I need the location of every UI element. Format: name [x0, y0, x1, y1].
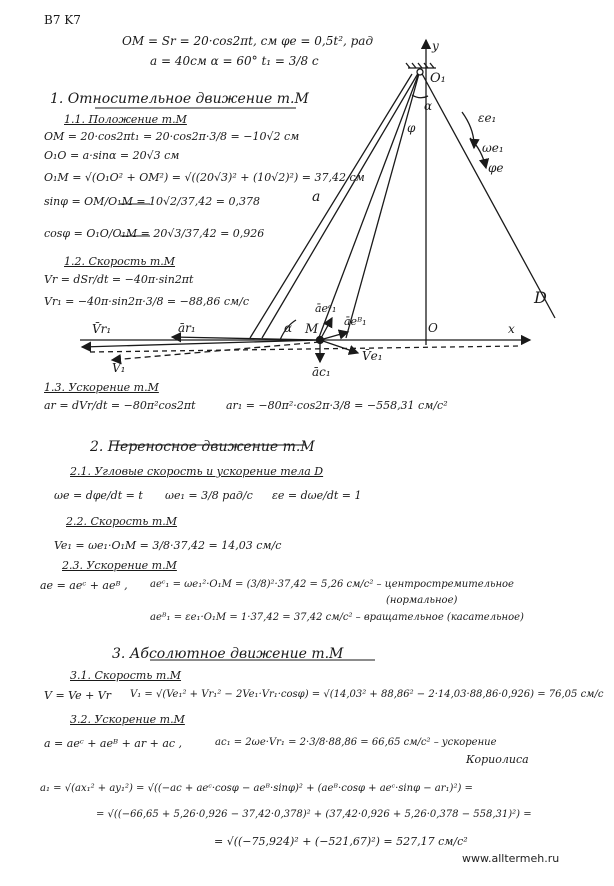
body-edge-right: [420, 70, 555, 318]
section1-sub-position: 1.1. Положение т.М: [64, 113, 187, 126]
label-M: M: [305, 322, 319, 337]
section3-sub-velocity: 3.1. Скорость т.М: [70, 669, 182, 682]
eq-ve: Ve₁ = ωe₁·O₁M = 3/8·37,42 = 14,03 см/с: [54, 539, 282, 552]
eq-aec: aeᶜ₁ = ωe₁²·O₁M = (3/8)²·37,42 = 5,26 см/с² – центростремительное: [150, 579, 514, 590]
eq-O1O: O₁O = a·sinα = 20√3 см: [44, 149, 180, 162]
eq-sin: sinφ = OM/O₁M = 10√2/37,42 = 0,378: [44, 195, 260, 208]
vector-Ve1: [320, 340, 358, 353]
label-O: O: [428, 321, 438, 335]
vector-Vr1: [82, 340, 320, 347]
label-omega: ωe₁: [482, 141, 504, 155]
eq-ac: ac₁ = 2ωe·Vr₁ = 2·3/8·88,86 = 66,65 см/с² – ускорение: [215, 737, 497, 748]
label-O1: O₁: [430, 71, 446, 86]
section2-title: 2. Переносное движение т.М: [90, 439, 315, 455]
label-alpha: α: [284, 321, 293, 335]
pivot-O1: [417, 69, 423, 75]
section1-sub-accel: 1.3. Ускорение т.М: [44, 381, 159, 394]
eq-aeb: aeᴮ₁ = εe₁·O₁M = 1·37,42 = 37,42 см/с² – вращательное (касательное): [150, 612, 524, 623]
watermark-link[interactable]: www.alltermeh.ru: [462, 852, 560, 865]
dimension-a: [250, 74, 412, 338]
dash-line: [90, 346, 520, 352]
eq-OM: OM = 20·cos2πt₁ = 20·cos2π·3/8 = −10√2 см: [44, 130, 300, 143]
label-y: y: [432, 39, 439, 53]
label-D: D: [534, 288, 547, 307]
label-eps: εe₁: [478, 111, 497, 125]
body-edge-inner2: [346, 70, 420, 338]
section1-title: 1. Относительное движение т.М: [50, 91, 309, 107]
variant-label: B7 K7: [44, 13, 81, 27]
eq-a1-res: = √((−75,924)² + (−521,67)²) = 527,17 см/с²: [214, 835, 468, 848]
body-edge-left: [262, 70, 420, 338]
eq-cos: cosφ = O₁O/O₁M = 20√3/37,42 = 0,926: [44, 227, 265, 240]
section2-sub-angular: 2.1. Угловые скорость и ускорение тела D: [70, 465, 324, 478]
label-ar1: ār₁: [178, 321, 196, 335]
eq-vr1: Vr₁ = −40π·sin2π·3/8 = −88,86 см/с: [44, 295, 249, 308]
eq-O1M: O₁M = √(O₁O² + OM²) = √((20√3)² + (10√2)²) = 37,42 см: [44, 171, 365, 184]
eq-ae: ae = aeᶜ + aeᴮ ,: [40, 579, 128, 592]
given-line-1: OM = Sr = 20·cos2πt, см φe = 0,5t², рад: [122, 34, 374, 48]
label-V1: V̄₁: [112, 361, 126, 375]
label-aeb1: āeᴮ₁: [344, 315, 367, 328]
label-ac1: āc₁: [312, 365, 331, 379]
section1-sub-velocity: 1.2. Скорость т.М: [64, 255, 176, 268]
eq-ar: ar = dVr/dt = −80π²cos2πt: [44, 399, 196, 412]
note-normal: (нормальное): [386, 595, 458, 606]
eq-omega: ωe = dφe/dt = t: [54, 489, 143, 502]
label-phie: φe: [488, 161, 504, 175]
label-a: a: [312, 189, 321, 205]
given-line-2: a = 40см α = 60° t₁ = 3/8 с: [150, 54, 319, 68]
eq-a1: a₁ = √(ax₁² + ay₁²) = √((−ac + aeᶜ·cosφ − aeᴮ·sinφ)² + (aeᴮ·cosφ + aeᶜ·sinφ − ar₁)²) =: [40, 783, 473, 794]
label-x: x: [508, 322, 515, 336]
support-hatch: [406, 63, 434, 68]
note-coriolis: Кориолиса: [466, 753, 529, 766]
eps-arc: [462, 112, 474, 148]
label-Vr1: V̄r₁: [92, 322, 112, 336]
body-edge-inner: [318, 70, 420, 340]
label-Ve1: V̄e₁: [362, 349, 383, 363]
section3-sub-accel: 3.2. Ускорение т.М: [70, 713, 185, 726]
point-M: [317, 337, 324, 344]
eq-a-sum: a = aeᶜ + aeᴮ + ar + ac ,: [44, 737, 183, 750]
section3-title: 3. Абсолютное движение т.М: [112, 646, 344, 662]
eq-eps: εe = dωe/dt = 1: [272, 489, 362, 502]
eq-vr: Vr = dSr/dt = −40π·sin2πt: [44, 273, 194, 286]
eq-v1: V₁ = √(Ve₁² + Vr₁² − 2Ve₁·Vr₁·cosφ) = √(14,03² + 88,86² − 2·14,03·88,86·0,926) = 76,05 см/с: [130, 689, 604, 700]
eq-ar1: ar₁ = −80π²·cos2π·3/8 = −558,31 см/с²: [226, 399, 448, 412]
eq-omega1: ωe₁ = 3/8 рад/с: [165, 489, 253, 502]
section2-sub-velocity: 2.2. Скорость т.М: [66, 515, 178, 528]
section2-sub-accel: 2.3. Ускорение т.М: [62, 559, 177, 572]
eq-v-sum: V = Ve + Vr: [44, 689, 112, 702]
label-phi: φ: [407, 121, 416, 135]
eq-a1-num: = √((−66,65 + 5,26·0,926 − 37,42·0,378)² + (37,42·0,926 + 5,26·0,378 − 558,31)²) =: [96, 809, 532, 820]
label-aec1: āeᶜ₁: [315, 302, 337, 315]
label-alpha-top: α: [424, 99, 433, 113]
